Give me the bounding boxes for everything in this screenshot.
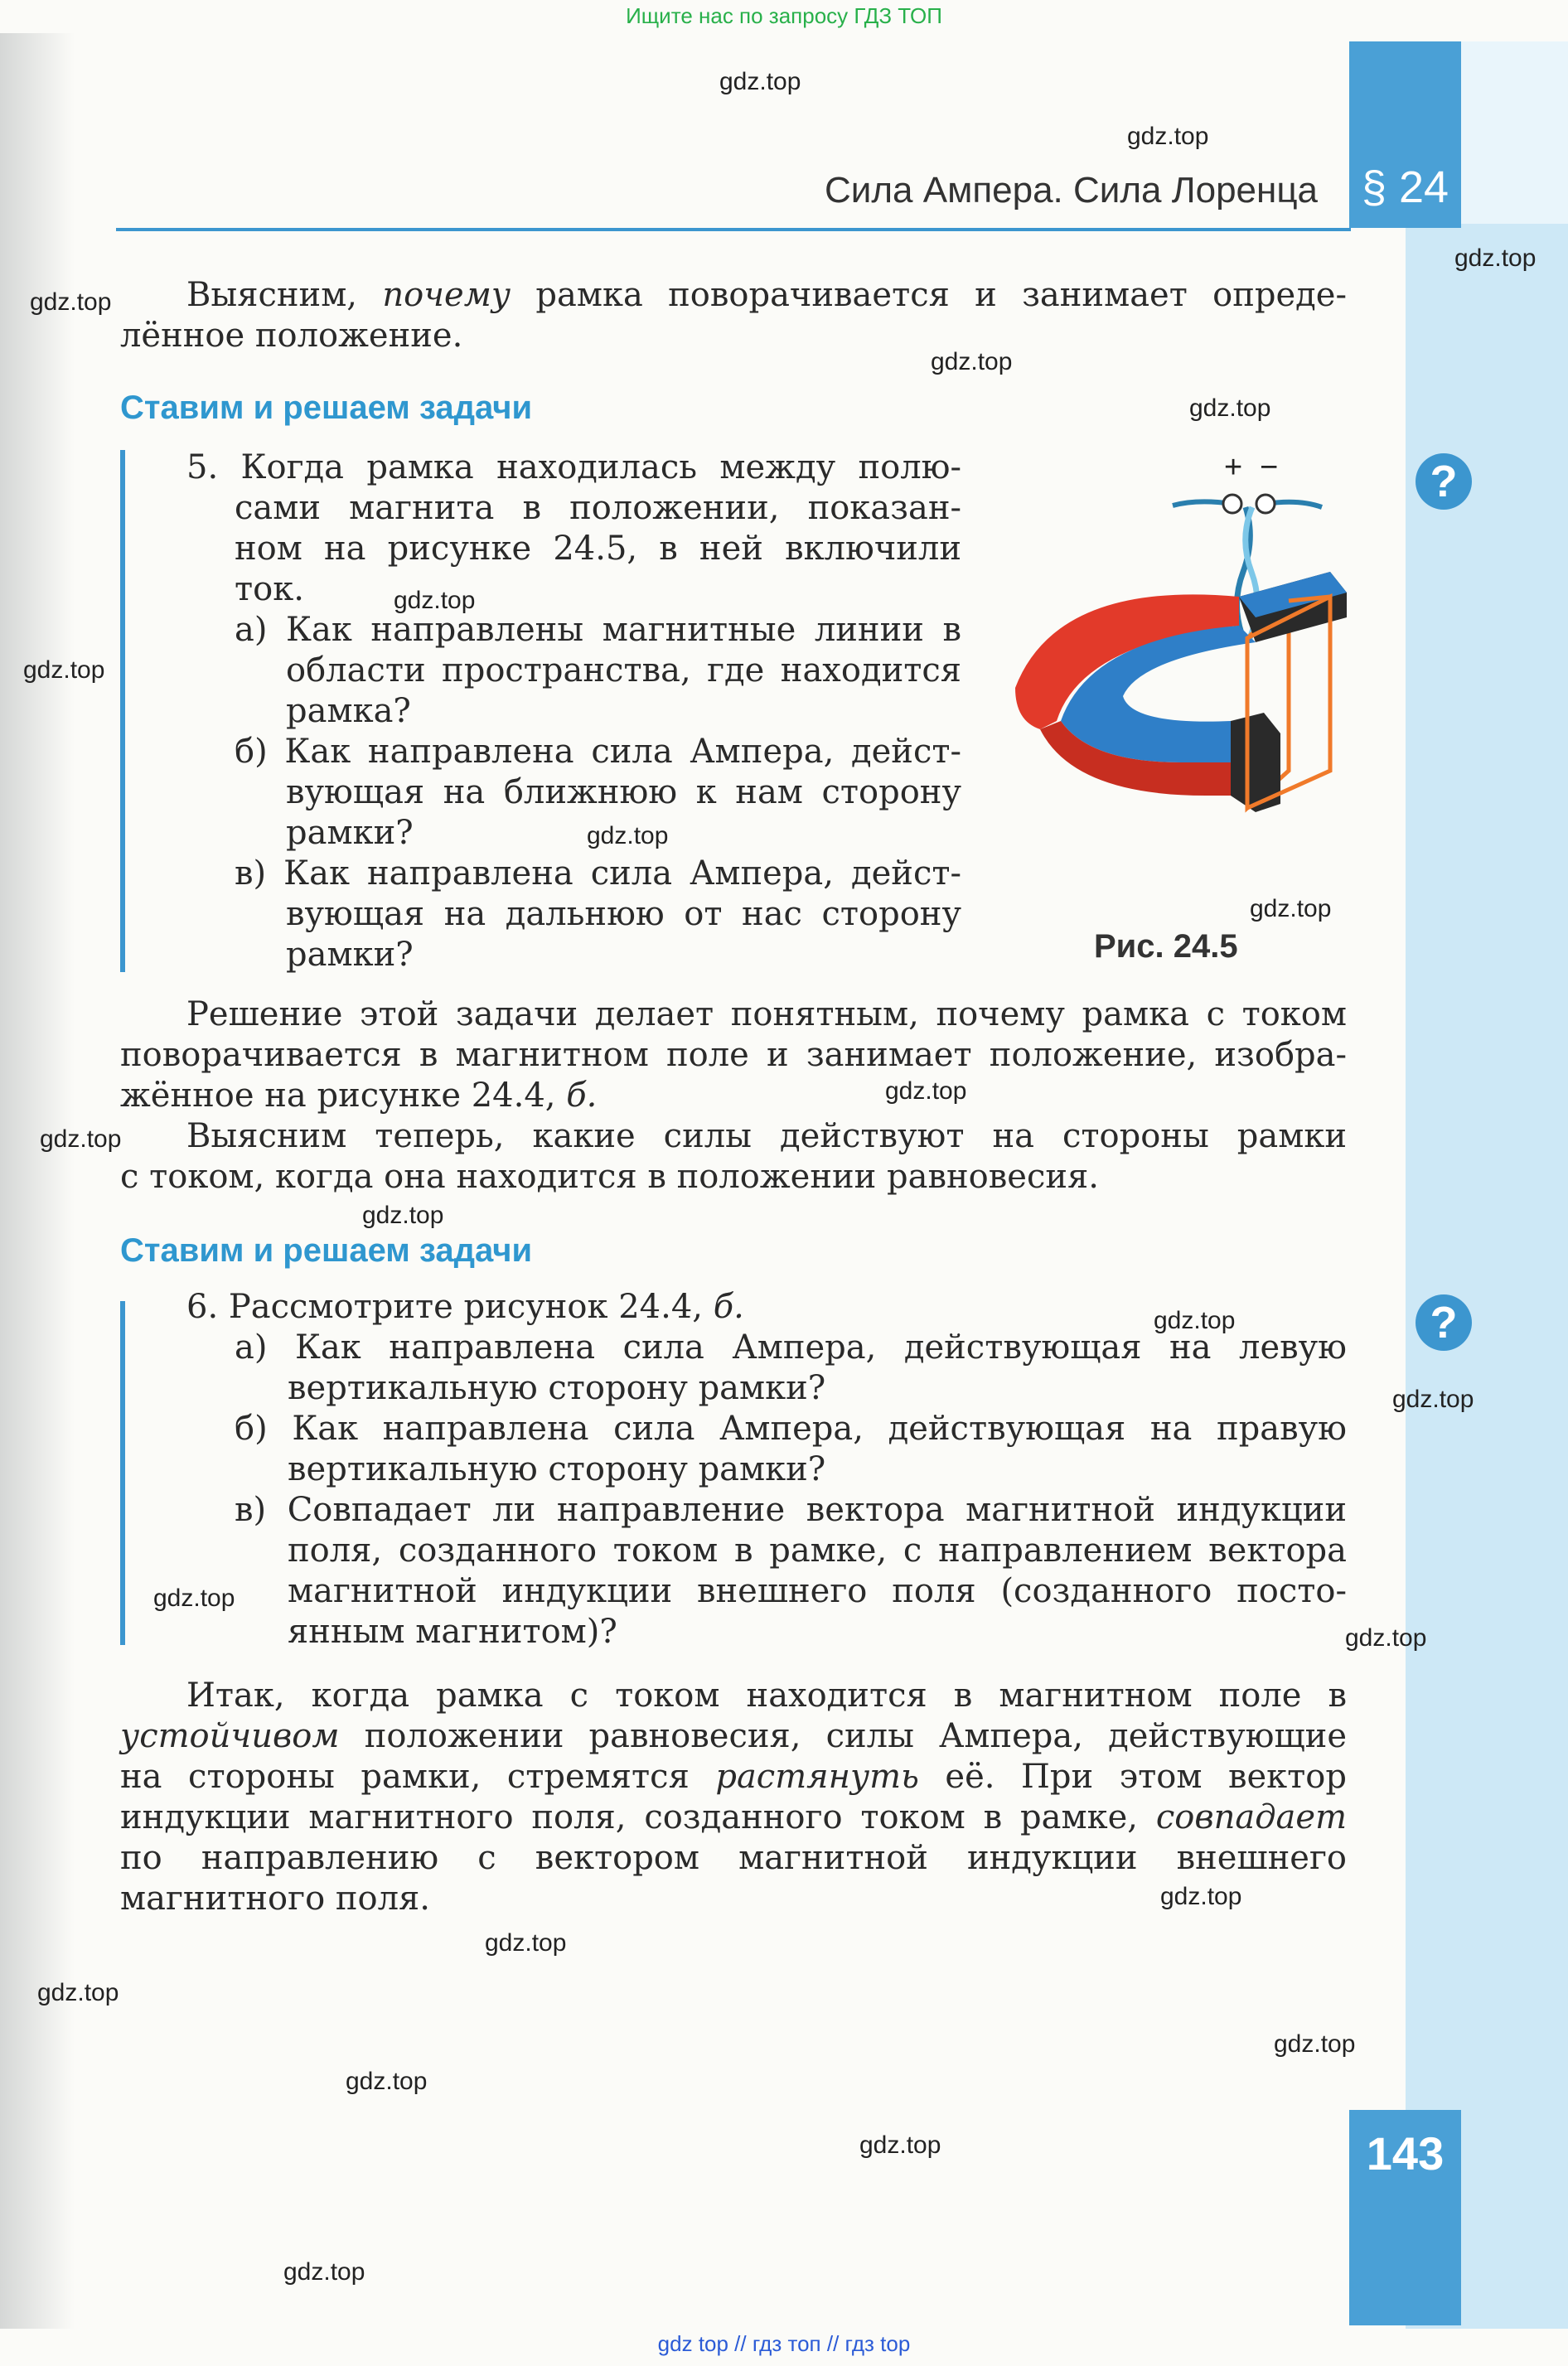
solution-line-4: Выясним теперь, какие силы действуют на стороны рамки: [186, 1117, 1347, 1155]
watermark: gdz.top: [23, 656, 105, 684]
task-5a-line-1: а) Как направлены магнитные линии в: [235, 611, 961, 649]
conclusion-line-4: индукции магнитного поля, созданного током в рамке, совпадает: [120, 1798, 1348, 1836]
running-title: Сила Ампера. Сила Лоренца: [825, 170, 1318, 210]
watermark: gdz.top: [1345, 1624, 1427, 1652]
watermark: gdz.top: [362, 1202, 444, 1229]
watermark: gdz.top: [885, 1077, 967, 1105]
watermark: gdz.top: [394, 587, 476, 614]
watermark: gdz.top: [30, 288, 112, 316]
solution-line-3: жённое на рисунке 24.4, б.: [120, 1077, 598, 1115]
task-6c-line-3: магнитной индукции внешнего поля (созданного посто-: [288, 1572, 1347, 1610]
section-title-1: Ставим и решаем задачи: [120, 389, 533, 426]
task-5: [186, 448, 961, 975]
watermark: gdz.top: [1250, 895, 1332, 922]
task-6: [186, 1287, 1347, 1652]
task-5c-line-2: вующая на дальнюю от нас сторону: [286, 895, 961, 933]
watermark: gdz.top: [1154, 1307, 1236, 1334]
task-6a-line-2: вертикальную сторону рамки?: [288, 1369, 826, 1407]
watermark: gdz.top: [1274, 2030, 1356, 2058]
watermark: gdz.top: [1160, 1883, 1242, 1910]
page-number: 143: [1366, 2127, 1445, 2180]
paragraph-number: § 24: [1361, 162, 1449, 212]
watermark: gdz.top: [1392, 1386, 1474, 1413]
watermark: gdz.top: [1189, 394, 1271, 422]
conclusion-line-3: на стороны рамки, стремятся растянуть её. При этом вектор: [120, 1758, 1347, 1796]
solution-line-5: с током, когда она находится в положении равновесия.: [120, 1158, 1099, 1196]
watermark: gdz.top: [40, 1125, 122, 1153]
task-6a-line-1: а) Как направлена сила Ампера, действующая на левую: [235, 1328, 1347, 1367]
task-6c-line-4: янным магнитом)?: [288, 1613, 617, 1651]
watermark: gdz.top: [719, 68, 801, 95]
watermark: gdz.top: [1127, 123, 1209, 150]
task-5c-line-1: в) Как направлена сила Ампера, дейст-: [235, 854, 961, 893]
intro-paragraph: [120, 275, 1347, 356]
task-5-line-2: сами магнита в положении, показан-: [235, 489, 961, 527]
solution-line-2: поворачивается в магнитном поле и занимает положение, изобра-: [120, 1036, 1347, 1074]
section-title-2: Ставим и решаем задачи: [120, 1232, 533, 1269]
task-5b-line-3: рамки?: [286, 814, 414, 852]
minus-label: −: [1260, 450, 1279, 485]
conclusion-line-1: Итак, когда рамка с током находится в магнитном поле в: [186, 1677, 1347, 1715]
conclusion-line-5: по направлению с вектором магнитной индукции внешнего: [120, 1839, 1347, 1877]
plus-label: +: [1224, 450, 1243, 485]
task-6-bar: [120, 1301, 125, 1645]
task-5-line-4: ток.: [235, 570, 304, 608]
task-5-line-1: 5. Когда рамка находилась между полю-: [186, 448, 961, 486]
task-5-line-3: ном на рисунке 24.5, в ней включили: [235, 530, 961, 568]
watermark: gdz.top: [587, 822, 669, 849]
watermark: gdz.top: [153, 1585, 235, 1612]
top-banner: Ищите нас по запросу ГДЗ ТОП: [626, 3, 942, 28]
question-icon[interactable]: ?: [1416, 453, 1472, 510]
task-6c-line-2: поля, созданного током в рамке, с направлением вектора: [288, 1531, 1347, 1570]
side-strip: [1406, 224, 1568, 2329]
conclusion-line-2: устойчивом положении равновесия, силы Ампера, действующие: [120, 1717, 1347, 1755]
intro-line-1: Выясним, почему рамка поворачивается и занимает опреде-: [186, 276, 1347, 314]
intro-line-2: лённое положение.: [120, 317, 463, 355]
question-icon[interactable]: ?: [1416, 1294, 1472, 1351]
figure-magnet-frame: [990, 448, 1355, 912]
task-6b-line-1: б) Как направлена сила Ампера, действующая на правую: [235, 1410, 1347, 1448]
task-5a-line-2: области пространства, где находится: [286, 651, 961, 689]
watermark: gdz.top: [37, 1979, 119, 2006]
header-rule: [116, 228, 1351, 231]
watermark: gdz.top: [346, 2068, 428, 2095]
watermark: gdz.top: [283, 2258, 365, 2286]
terminal-minus: [1256, 495, 1275, 513]
watermark: gdz.top: [931, 348, 1013, 375]
task-6c-line-1: в) Совпадает ли направление вектора магнитной индукции: [235, 1491, 1347, 1529]
task-5b-line-2: вующая на ближнюю к нам сторону: [286, 773, 961, 811]
solution-paragraph: [120, 994, 1347, 1198]
conclusion-line-6: магнитного поля.: [120, 1880, 430, 1918]
task-5b-line-1: б) Как направлена сила Ампера, дейст-: [235, 733, 961, 771]
task-6-heading: 6. Рассмотрите рисунок 24.4, б.: [186, 1288, 744, 1326]
watermark: gdz.top: [1454, 244, 1537, 272]
task-6b-line-2: вертикальную сторону рамки?: [288, 1450, 826, 1488]
task-5a-line-3: рамка?: [286, 692, 411, 730]
watermark: gdz.top: [859, 2131, 941, 2159]
watermark: gdz.top: [485, 1929, 567, 1957]
figure-caption: Рис. 24.5: [1094, 928, 1238, 965]
solution-line-1: Решение этой задачи делает понятным, почему рамка с током: [186, 995, 1347, 1033]
bottom-banner: gdz top // гдз топ // гдз top: [657, 2331, 911, 2356]
terminal-plus: [1223, 495, 1241, 513]
task-5-bar: [120, 450, 125, 972]
task-5c-line-3: рамки?: [286, 936, 414, 974]
